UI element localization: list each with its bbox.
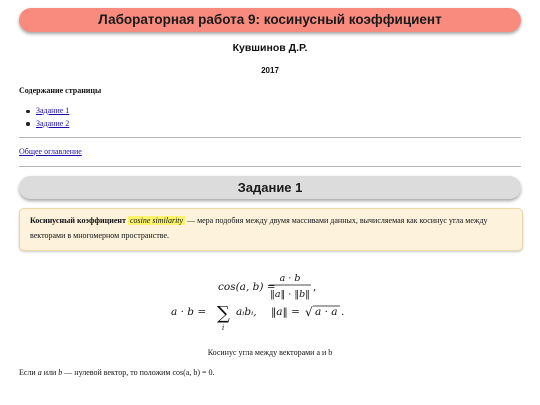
definition-term: Косинусный коэффициент <box>30 216 126 225</box>
formula-end: . <box>341 306 345 318</box>
formula-lhs2: a · b = <box>171 306 207 318</box>
formula-numerator: a · b <box>279 273 301 284</box>
year: 2017 <box>261 66 279 75</box>
toc-item <box>24 118 69 131</box>
definition-text: — мера подобия между двумя массивами данных, вычисляемая как косинус угла между векторами в многомерном пространстве. <box>30 216 488 240</box>
formula-denominator: ‖a‖ · ‖b‖ <box>270 289 310 300</box>
formula-norm: ‖a‖ = <box>271 306 300 318</box>
note-post: — нулевой вектор, то положим cos(a, b) = 0. <box>62 368 215 377</box>
sum-subscript: i <box>222 324 225 332</box>
sum-sign: ∑ <box>217 303 230 324</box>
toc-item <box>24 105 69 118</box>
section-title: Задание 1 <box>19 176 521 199</box>
index-link[interactable]: Общее оглавление <box>19 147 82 156</box>
toc-link-task-2[interactable]: Задание 2 <box>36 118 70 128</box>
sqrt-argument: a · a <box>315 306 338 318</box>
divider <box>19 137 521 138</box>
divider <box>19 166 521 167</box>
toc-heading: Содержание страницы <box>19 86 102 95</box>
sum-term: aᵢbᵢ, <box>236 306 257 318</box>
cosine-formula <box>0 268 540 336</box>
note-var-a: a <box>37 368 42 377</box>
formula-comma: , <box>313 281 317 293</box>
definition-box <box>19 208 523 251</box>
formula-lhs1: cos(a, b) = <box>218 281 276 293</box>
page-title: Лабораторная работа 9: косинусный коэффициент <box>19 8 521 32</box>
formula-caption: Косинус угла между векторами a и b <box>207 348 333 357</box>
note-var-b: b <box>58 368 63 377</box>
toc-link-task-1[interactable]: Задание 1 <box>36 106 70 115</box>
sqrt-sign: √ <box>305 305 313 319</box>
formula-svg <box>170 268 370 336</box>
zero-vector-note <box>19 368 215 377</box>
note-pre: Если <box>19 368 38 377</box>
author: Кувшинов Д.Р. <box>232 42 308 54</box>
note-mid: или <box>41 368 59 377</box>
toc-list <box>24 105 69 130</box>
definition-term-en: cosine similarity <box>129 216 184 225</box>
